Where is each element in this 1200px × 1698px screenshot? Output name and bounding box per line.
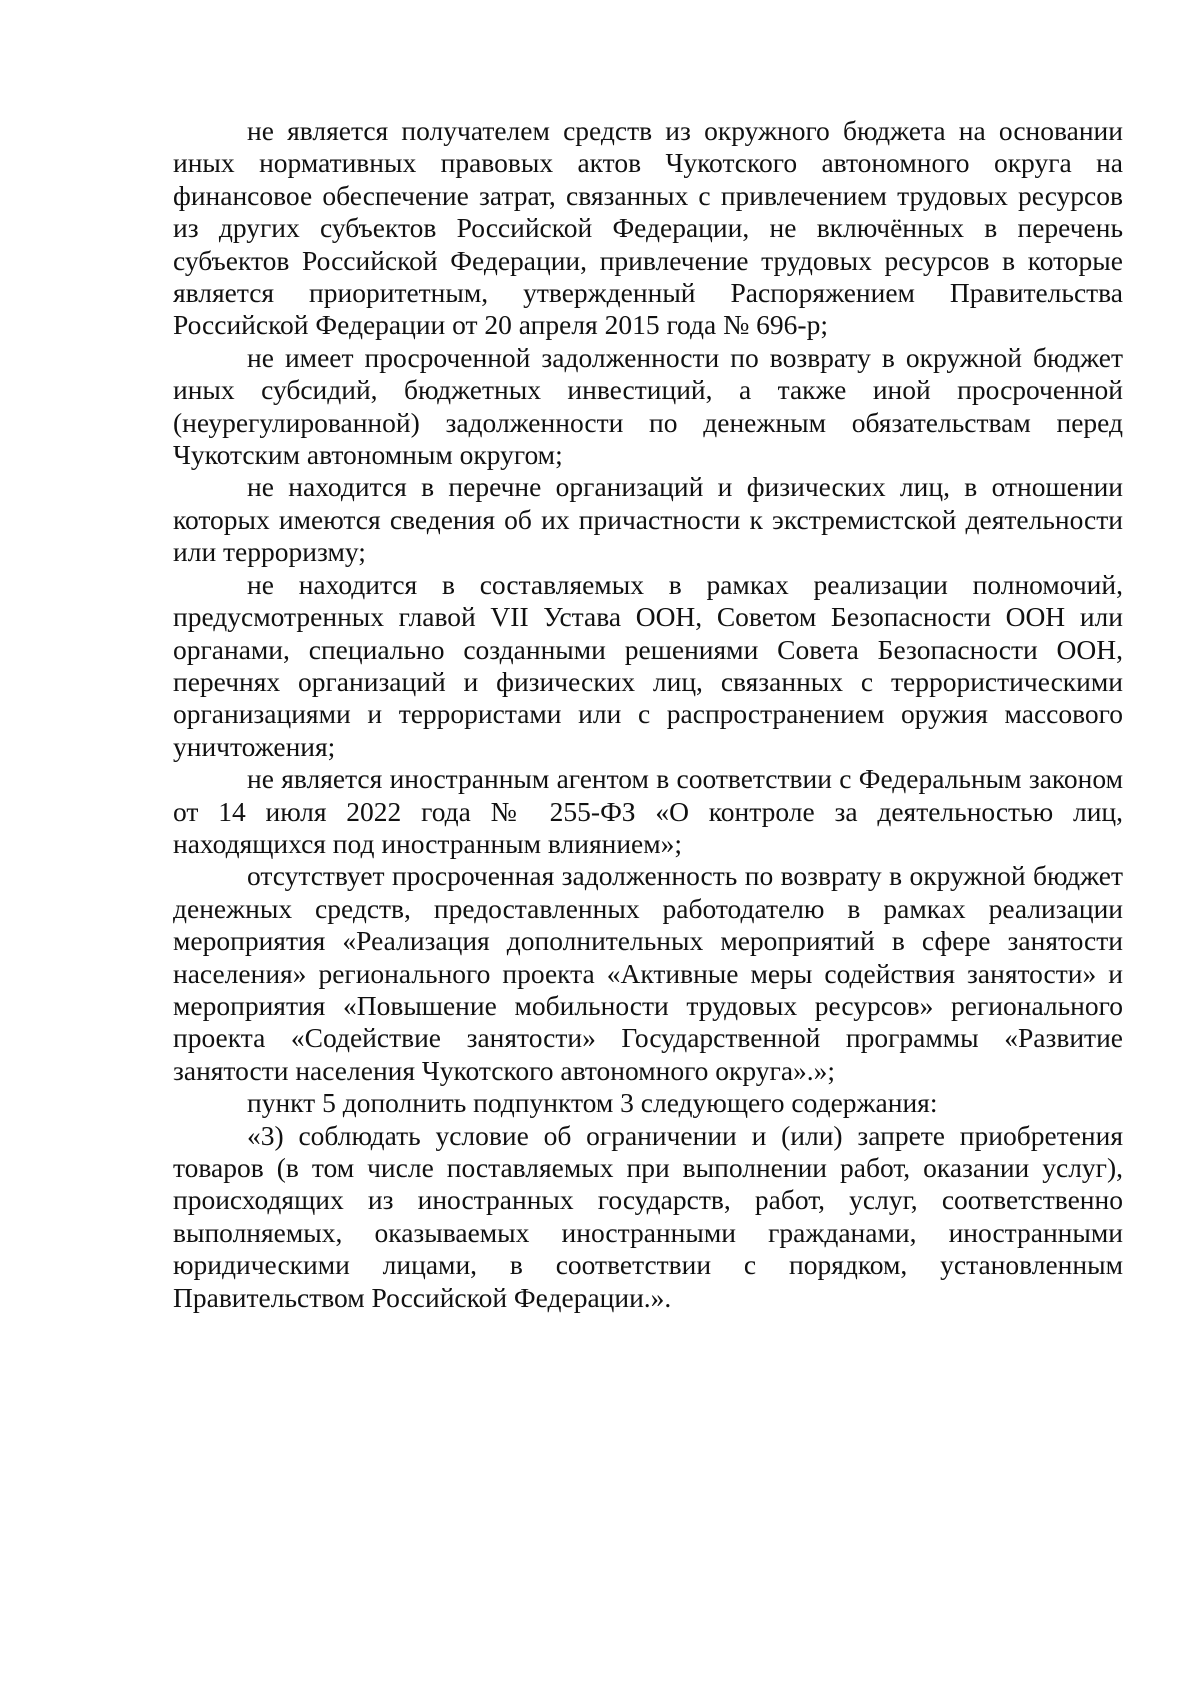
paragraph-no-overdue-refund: отсутствует просроченная задолженность по возврату в окружной бюджет денежных средств, предоставленных работодателю в рамках реализации мероприятия «Реализация дополнительных мероприятий в сфере занятости населения» регионального проекта «Активные меры содействия занятости» и мероприятия «Повышение мобильности трудовых ресурсов» регионального проекта «Содействие занятости» Государственной программы «Развитие занятости населения Чукотского автономного округа».»; bbox=[173, 860, 1123, 1086]
document-page bbox=[173, 115, 1123, 1314]
paragraph-subpoint-3: «3) соблюдать условие об ограничении и (или) запрете приобретения товаров (в том числе поставляемых при выполнении работ, оказании услуг), происходящих из иностранных государств, работ, услуг, соответственно выполняемых, оказываемых иностранными гражданами, иностранными юридическими лицами, в соответствии с порядком, установленным Правительством Российской Федерации.». bbox=[173, 1119, 1123, 1313]
paragraph-extremism-list: не находится в перечне организаций и физических лиц, в отношении которых имеются сведения об их причастности к экстремистской деятельности или терроризму; bbox=[173, 471, 1123, 568]
paragraph-foreign-agent: не является иностранным агентом в соответствии с Федеральным законом от 14 июля 2022 года № 255-ФЗ «О контроле за деятельностью лиц, находящихся под иностранным влиянием»; bbox=[173, 763, 1123, 859]
paragraph-recipient-funds: не является получателем средств из окружного бюджета на основании иных нормативных правовых актов Чукотского автономного округа на финансовое обеспечение затрат, связанных с привлечением трудовых ресурсов из других субъектов Российской Федерации, не включённых в перечень субъектов Российской Федерации, привлечение трудовых ресурсов в которые является приоритетным, утвержденный Распоряжением Правительства Российской Федерации от 20 апреля 2015 года № 696-р; bbox=[173, 115, 1123, 341]
paragraph-un-security-council-lists: не находится в составляемых в рамках реализации полномочий, предусмотренных главой VII Устава ООН, Советом Безопасности ООН или органами, специально созданными решениями Совета Безопасности ООН, перечнях организаций и физических лиц, связанных с террористическими организациями и террористами или с распространением оружия массового уничтожения; bbox=[173, 568, 1123, 762]
paragraph-point-5-amendment: пункт 5 дополнить подпунктом 3 следующего содержания: bbox=[247, 1087, 938, 1119]
paragraph-no-overdue-debt: не имеет просроченной задолженности по возврату в окружной бюджет иных субсидий, бюджетных инвестиций, а также иной просроченной (неурегулированной) задолженности по денежным обязательствам перед Чукотским автономным округом; bbox=[173, 341, 1123, 471]
